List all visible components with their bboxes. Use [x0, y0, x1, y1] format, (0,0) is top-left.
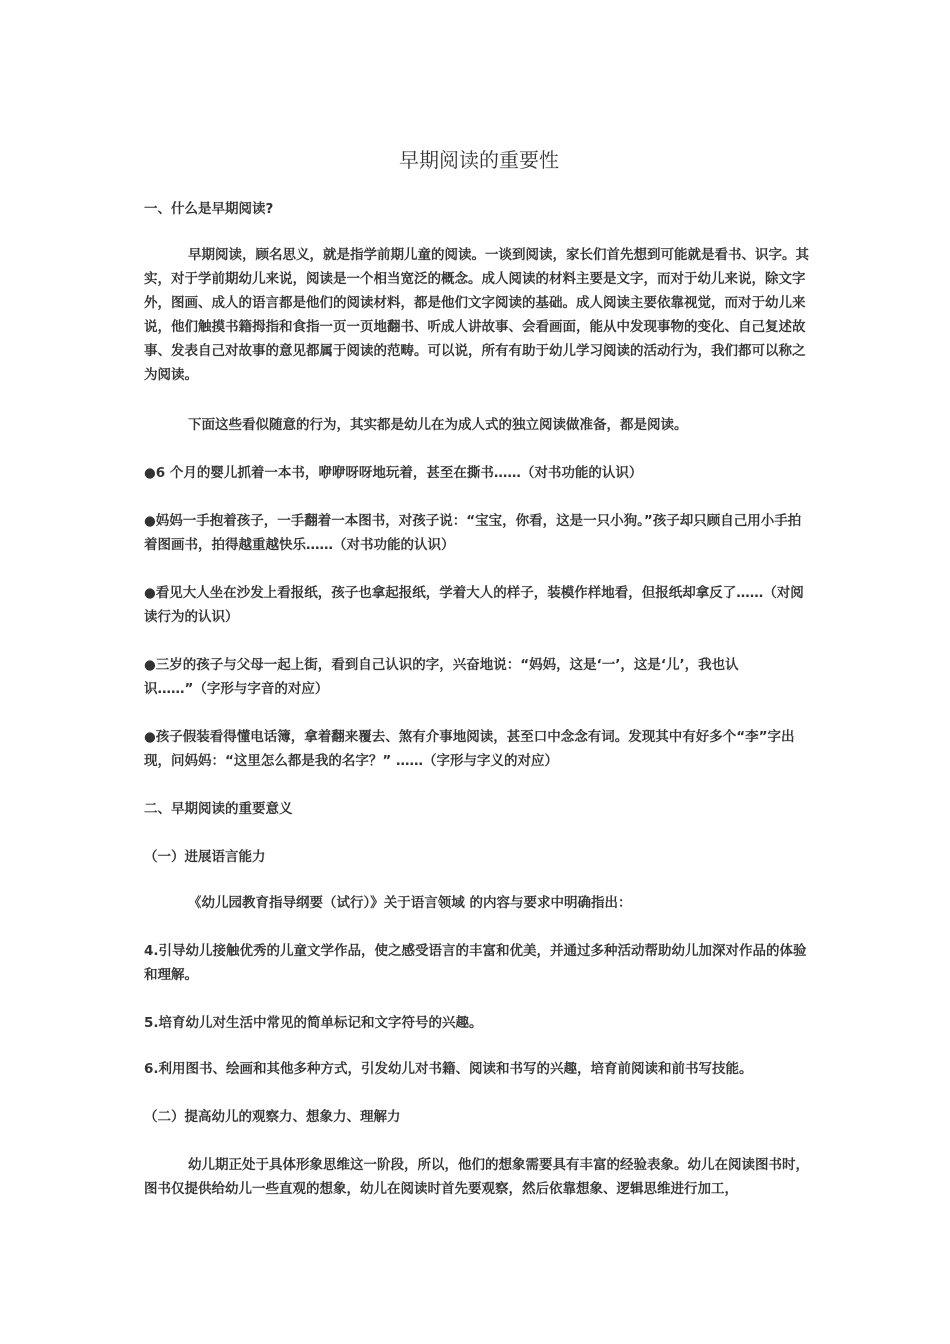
subsection2-paragraph: 幼儿期正处于具体形象思维这一阶段，所以，他们的想象需要具有丰富的经验表象。幼儿在阅读图书时，图书仅提供给幼儿一些直观的想象，幼儿在阅读时首先要观察，然后依靠想象、逻辑思维进行加工， [144, 1157, 809, 1197]
subsection1-heading: （一）进展语言能力 [144, 849, 266, 865]
section1-heading: 一、什么是早期阅读? [144, 201, 274, 217]
guideline-item-6: 6.利用图书、绘画和其他多种方式，引发幼儿对书籍、阅读和书写的兴趣，培育前阅读和前书写技能。 [144, 1061, 753, 1077]
bullet-item-4: ●三岁的孩子与父母一起上街，看到自己认识的字，兴奋地说：“妈妈，这是‘一’，这是‘儿’，我也认识……”（字形与字音的对应） [144, 657, 739, 697]
section1-paragraph-1: 早期阅读，顾名思义，就是指学前期儿童的阅读。一谈到阅读，家长们首先想到可能就是看书、识字。其实，对于学前期幼儿来说，阅读是一个相当宽泛的概念。成人阅读的材料主要是文字，而对于幼儿来说，除文字外，图画、成人的语言都是他们的阅读材料，都是他们文字阅读的基础。成人阅读主要依靠视觉，而对于幼儿来说，他们触摸书籍拇指和食指一页一页地翻书、听成人讲故事、会看画面，能从中发现事物的变化、自己复述故事、发表自己对故事的意见都属于阅读的范畴。可以说，所有有助于幼儿学习阅读的活动行为，我们都可以称之为阅读。 [144, 247, 809, 383]
subsection1-intro: 《幼儿园教育指导纲要（试行）》关于语言领域 的内容与要求中明确指出： [188, 895, 632, 911]
section2-heading: 二、早期阅读的重要意义 [144, 801, 293, 817]
section1-paragraph-2: 下面这些看似随意的行为，其实都是幼儿在为成人式的独立阅读做准备，都是阅读。 [188, 417, 688, 433]
bullet-item-3: ●看见大人坐在沙发上看报纸，孩子也拿起报纸，学着大人的样子，装模作样地看，但报纸却拿反了……（对阅读行为的认识） [144, 585, 804, 625]
bullet-item-2: ●妈妈一手抱着孩子，一手翻着一本图书，对孩子说：“宝宝，你看，这是一只小狗。”孩子却只顾自己用小手拍着图画书，拍得越重越快乐……（对书功能的认识） [144, 513, 802, 553]
document-title: 早期阅读的重要性 [399, 148, 559, 172]
guideline-item-5: 5.培育幼儿对生活中常见的简单标记和文字符号的兴趣。 [144, 1015, 483, 1031]
guideline-item-4: 4.引导幼儿接触优秀的儿童文学作品，使之感受语言的丰富和优美，并通过多种活动帮助幼儿加深对作品的体验和理解。 [144, 943, 807, 983]
subsection2-heading: （二）提高幼儿的观察力、想象力、理解力 [144, 1109, 401, 1125]
bullet-item-1: ●6 个月的婴儿抓着一本书，咿咿呀呀地玩着，甚至在撕书……（对书功能的认识） [144, 465, 643, 481]
bullet-item-5: ●孩子假装看得懂电话簿，拿着翻来覆去、煞有介事地阅读，甚至口中念念有词。发现其中有好多个“李”字出现，问妈妈：“这里怎么都是我的名字？” ……（字形与字义的对应） [144, 729, 795, 769]
